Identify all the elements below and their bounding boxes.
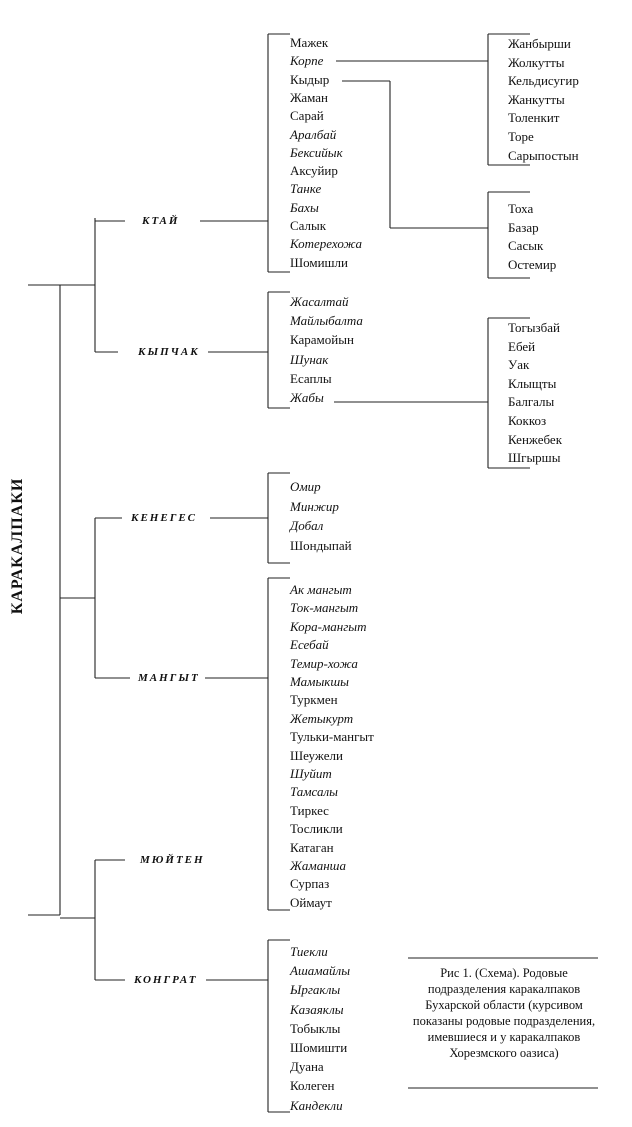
tribe-label-keneges: КЕНЕГЕС <box>131 512 198 524</box>
subclan-item: Торе <box>508 129 534 144</box>
clan-item: Шомишли <box>290 254 349 270</box>
clan-item: Майлыбалта <box>290 313 363 329</box>
subclan-item: Тогызбай <box>508 320 561 335</box>
clan-item: Танке <box>290 181 322 197</box>
clan-item: Жаман <box>290 89 328 105</box>
clan-item: Ыргаклы <box>290 982 341 998</box>
clan-item: Жаманша <box>290 858 346 873</box>
clan-item: Корпе <box>290 53 324 69</box>
clan-item: Аралбай <box>290 126 337 142</box>
subclan-item: Тоха <box>508 201 534 216</box>
clan-item: Ашамайлы <box>290 963 351 979</box>
clan-item: Ток-мангыт <box>290 600 359 616</box>
clan-item: Есебай <box>290 637 329 653</box>
subclan-item: Кенжебек <box>508 431 563 447</box>
tribe-label-kongrat: КОНГРАТ <box>134 974 198 986</box>
clan-item: Тиркес <box>290 802 329 818</box>
clan-item: Тобыклы <box>290 1020 341 1036</box>
subclan-item: Балгалы <box>508 394 555 410</box>
clan-item: Жетыкурт <box>290 710 354 726</box>
clan-item: Кыдыр <box>290 71 330 87</box>
clan-item: Есаплы <box>290 370 332 386</box>
clan-item: Шунак <box>290 351 329 367</box>
figure-caption: Рис 1. (Схема). Родовые подразделения каракалпаков Бухарской области (курсивом показаны родовые подразделения, имевшиеся и у каракалпаков Хорезмского оазиса) <box>412 966 596 1060</box>
clan-item: Котерехожа <box>290 236 362 252</box>
subclan-item: Кельдисугир <box>508 73 579 89</box>
clan-item: Сарай <box>290 108 324 124</box>
subclan-item: Жанбырши <box>508 36 571 51</box>
clan-item: Сурпаз <box>290 876 330 892</box>
subclan-item: Жанкутты <box>508 91 565 107</box>
clan-item: Жасалтай <box>290 294 349 309</box>
subclan-item: Коккоз <box>508 413 547 428</box>
tribe-label-mangyt: МАНГЫТ <box>138 672 200 684</box>
clan-item: Жабы <box>290 390 324 405</box>
clan-item: Минжир <box>290 498 339 514</box>
subclan-item: Ебей <box>508 338 536 354</box>
clan-item: Тосликли <box>290 821 343 837</box>
clan-item: Колеген <box>290 1078 335 1094</box>
clan-item: Темир-хожа <box>290 655 358 671</box>
subclan-item: Уак <box>508 357 530 373</box>
clan-item: Дуана <box>290 1059 324 1075</box>
clan-item: Шомишти <box>290 1040 348 1055</box>
clan-item: Бахы <box>290 199 319 215</box>
clan-item: Бексийык <box>290 144 343 160</box>
subclan-item: Сарыпостын <box>508 147 579 163</box>
clan-item: Тульки-мангыт <box>290 729 374 745</box>
clan-item: Кора-мангыт <box>290 618 367 634</box>
clan-item: Шуйит <box>290 766 332 781</box>
subclan-item: Шгыршы <box>508 450 561 466</box>
subclan-item: Толенкит <box>508 110 560 126</box>
tribe-label-myuiten: МЮЙТЕН <box>140 854 205 866</box>
clan-item: Туркмен <box>290 692 338 708</box>
clan-item: Аксуйир <box>290 163 338 179</box>
clan-item: Тиекли <box>290 944 328 959</box>
root-label: КАРАКАЛПАКИ <box>9 477 26 615</box>
clan-item: Добал <box>290 518 324 533</box>
clan-item: Салык <box>290 218 327 233</box>
subclan-item: Остемир <box>508 256 557 272</box>
subclan-item: Жолкутты <box>508 54 565 70</box>
clan-item: Шондыпай <box>290 537 352 553</box>
clan-item: Мамыкшы <box>290 674 349 689</box>
clan-item: Мажек <box>290 35 329 50</box>
clan-item: Кандекли <box>290 1097 343 1113</box>
tribe-label-kypchak: КЫПЧАК <box>138 346 200 358</box>
clan-item: Шеужели <box>290 747 343 763</box>
clan-item: Ак мангыт <box>290 582 352 597</box>
clan-item: Оймаут <box>290 894 332 910</box>
clan-item: Омир <box>290 479 321 494</box>
subclan-item: Сасык <box>508 238 544 254</box>
clan-item: Казаяклы <box>290 1001 344 1017</box>
clan-item: Катаган <box>290 839 334 855</box>
subclan-item: Клыщты <box>508 375 557 391</box>
clan-item: Тамсалы <box>290 784 338 800</box>
subclan-item: Базар <box>508 219 539 235</box>
tribe-label-ktai: КТАЙ <box>142 215 180 227</box>
clan-item: Карамойын <box>290 332 354 348</box>
